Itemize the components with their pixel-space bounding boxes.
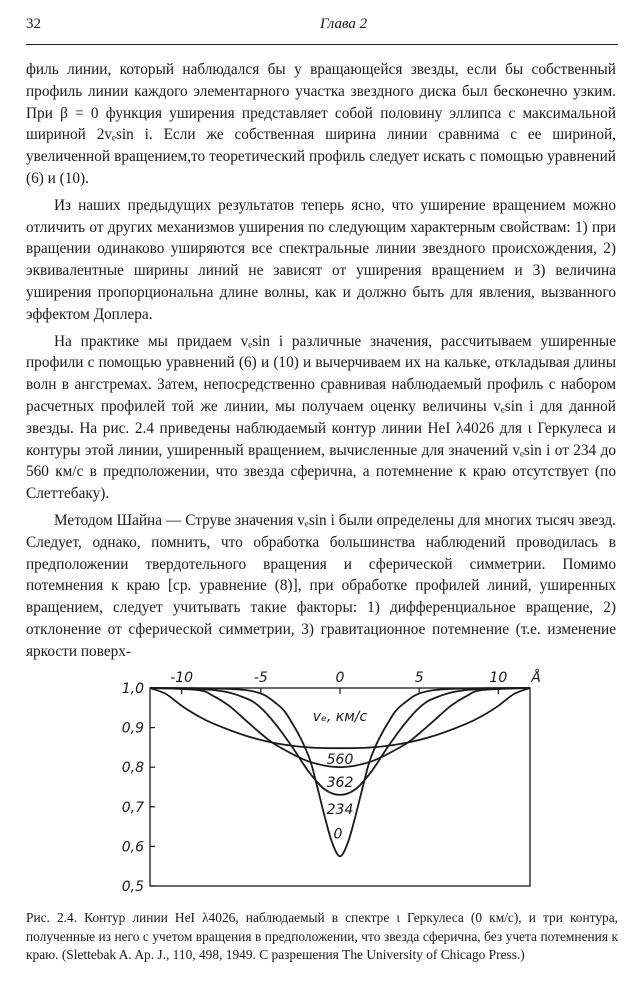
paragraph: Методом Шайна — Струве значения vₑsin i были определены для многих тысяч звезд. Следует, однако, помнить, что обработка большинства наблюдений проводилась в предположении твердотельного вращения и сферической симметрии. Помимо потемнения к краю [ср. уравнение (8)], при обработке профилей линий, уширенных вращением, следует учитывать такие факторы: 1) дифференциальное вращение, 2) отклонение от сферической симметрии, 3) гравитационное потемнение (т.е. изменение яркости поверх- (26, 511, 616, 660)
x-tick-label: 5 (414, 670, 424, 686)
curve-label: 362 (326, 775, 354, 792)
curve-label: 560 (326, 752, 354, 769)
y-tick-label: 0,5 (121, 879, 144, 895)
paragraph: Из наших предыдущих результатов теперь ясно, что уширение вращением можно отличить от других механизмов уширения по следующим характерным свойствам: 1) при вращении одинаково уширяются все спектральные линии звездного происхождения, 2) эквивалентные ширины линий не зависят от уширения вращением и 3) величина уширения пропорциональна длине волны, как и должно быть для явления, вызванного эффектом Доплера. (26, 196, 616, 323)
y-tick-label: 1,0 (121, 681, 144, 697)
y-tick-label: 0,9 (121, 720, 144, 737)
curve-label: 0 (333, 826, 343, 843)
figure-caption: Рис. 2.4. Контур линии HeI λ4026, наблюдаемый в спектре ι Геркулеса (0 км/с), и три контура, полученные из него с учетом вращения в предположении, что звезда сферична, без учета потемнения к краю. (Slettebak A. Ap. J., 110, 498, 1949. С разрешения The University of Chicago Press.) (26, 910, 618, 962)
x-tick-label: 10 (489, 670, 508, 686)
y-tick-label: 0,7 (121, 799, 144, 816)
x-tick-label: 0 (335, 670, 345, 686)
x-axis-unit: Å (531, 670, 541, 686)
x-tick-label: -10 (170, 670, 194, 686)
y-tick-label: 0,6 (121, 839, 144, 856)
x-tick-label: -5 (253, 670, 268, 686)
figure-2-4 (100, 660, 543, 900)
curve-label: 234 (326, 801, 354, 818)
paragraph: филь линии, который наблюдался бы у вращающейся звезды, если бы собственный профиль линии каждого элементарного участка звездного диска был бесконечно узким. При β = 0 функция уширения представляет собой половину эллипса с максимальной шириной 2vₑsin i. Если же собственная ширина линии сравнима с ее шириной, увеличенной вращением,то теоретический профиль следует искать с помощью уравнений (6) и (10). (26, 61, 616, 187)
header-rule (26, 44, 618, 45)
page-number: 32 (26, 16, 41, 32)
body-text (26, 59, 616, 663)
chapter-title: Глава 2 (320, 16, 368, 32)
line-profile-chart (100, 660, 543, 900)
series-legend-label: vₑ, км/с (312, 709, 368, 725)
y-tick-label: 0,8 (121, 760, 144, 777)
paragraph: На практике мы придаем vₑsin i различные значения, рассчитываем уширенные профили с помощью уравнений (6) и (10) и вычерчиваем их на кальке, откладывая длины волн в ангстремах. Затем, непосредственно сравнивая наблюдаемый профиль с набором расчетных профилей той же линии, мы получаем оценку величины vₑsin i для данной звезды. На рис. 2.4 приведены наблюдаемый контур линии HeI λ4026 для ι Геркулеса и контуры этой линии, уширенный вращением, вычисленные для значений vₑsin i от 234 до 560 км/с в предположении, что звезда сферична, а потемнение к краю отсутствует (по Слеттебаку). (26, 332, 616, 503)
page-header (26, 16, 617, 36)
